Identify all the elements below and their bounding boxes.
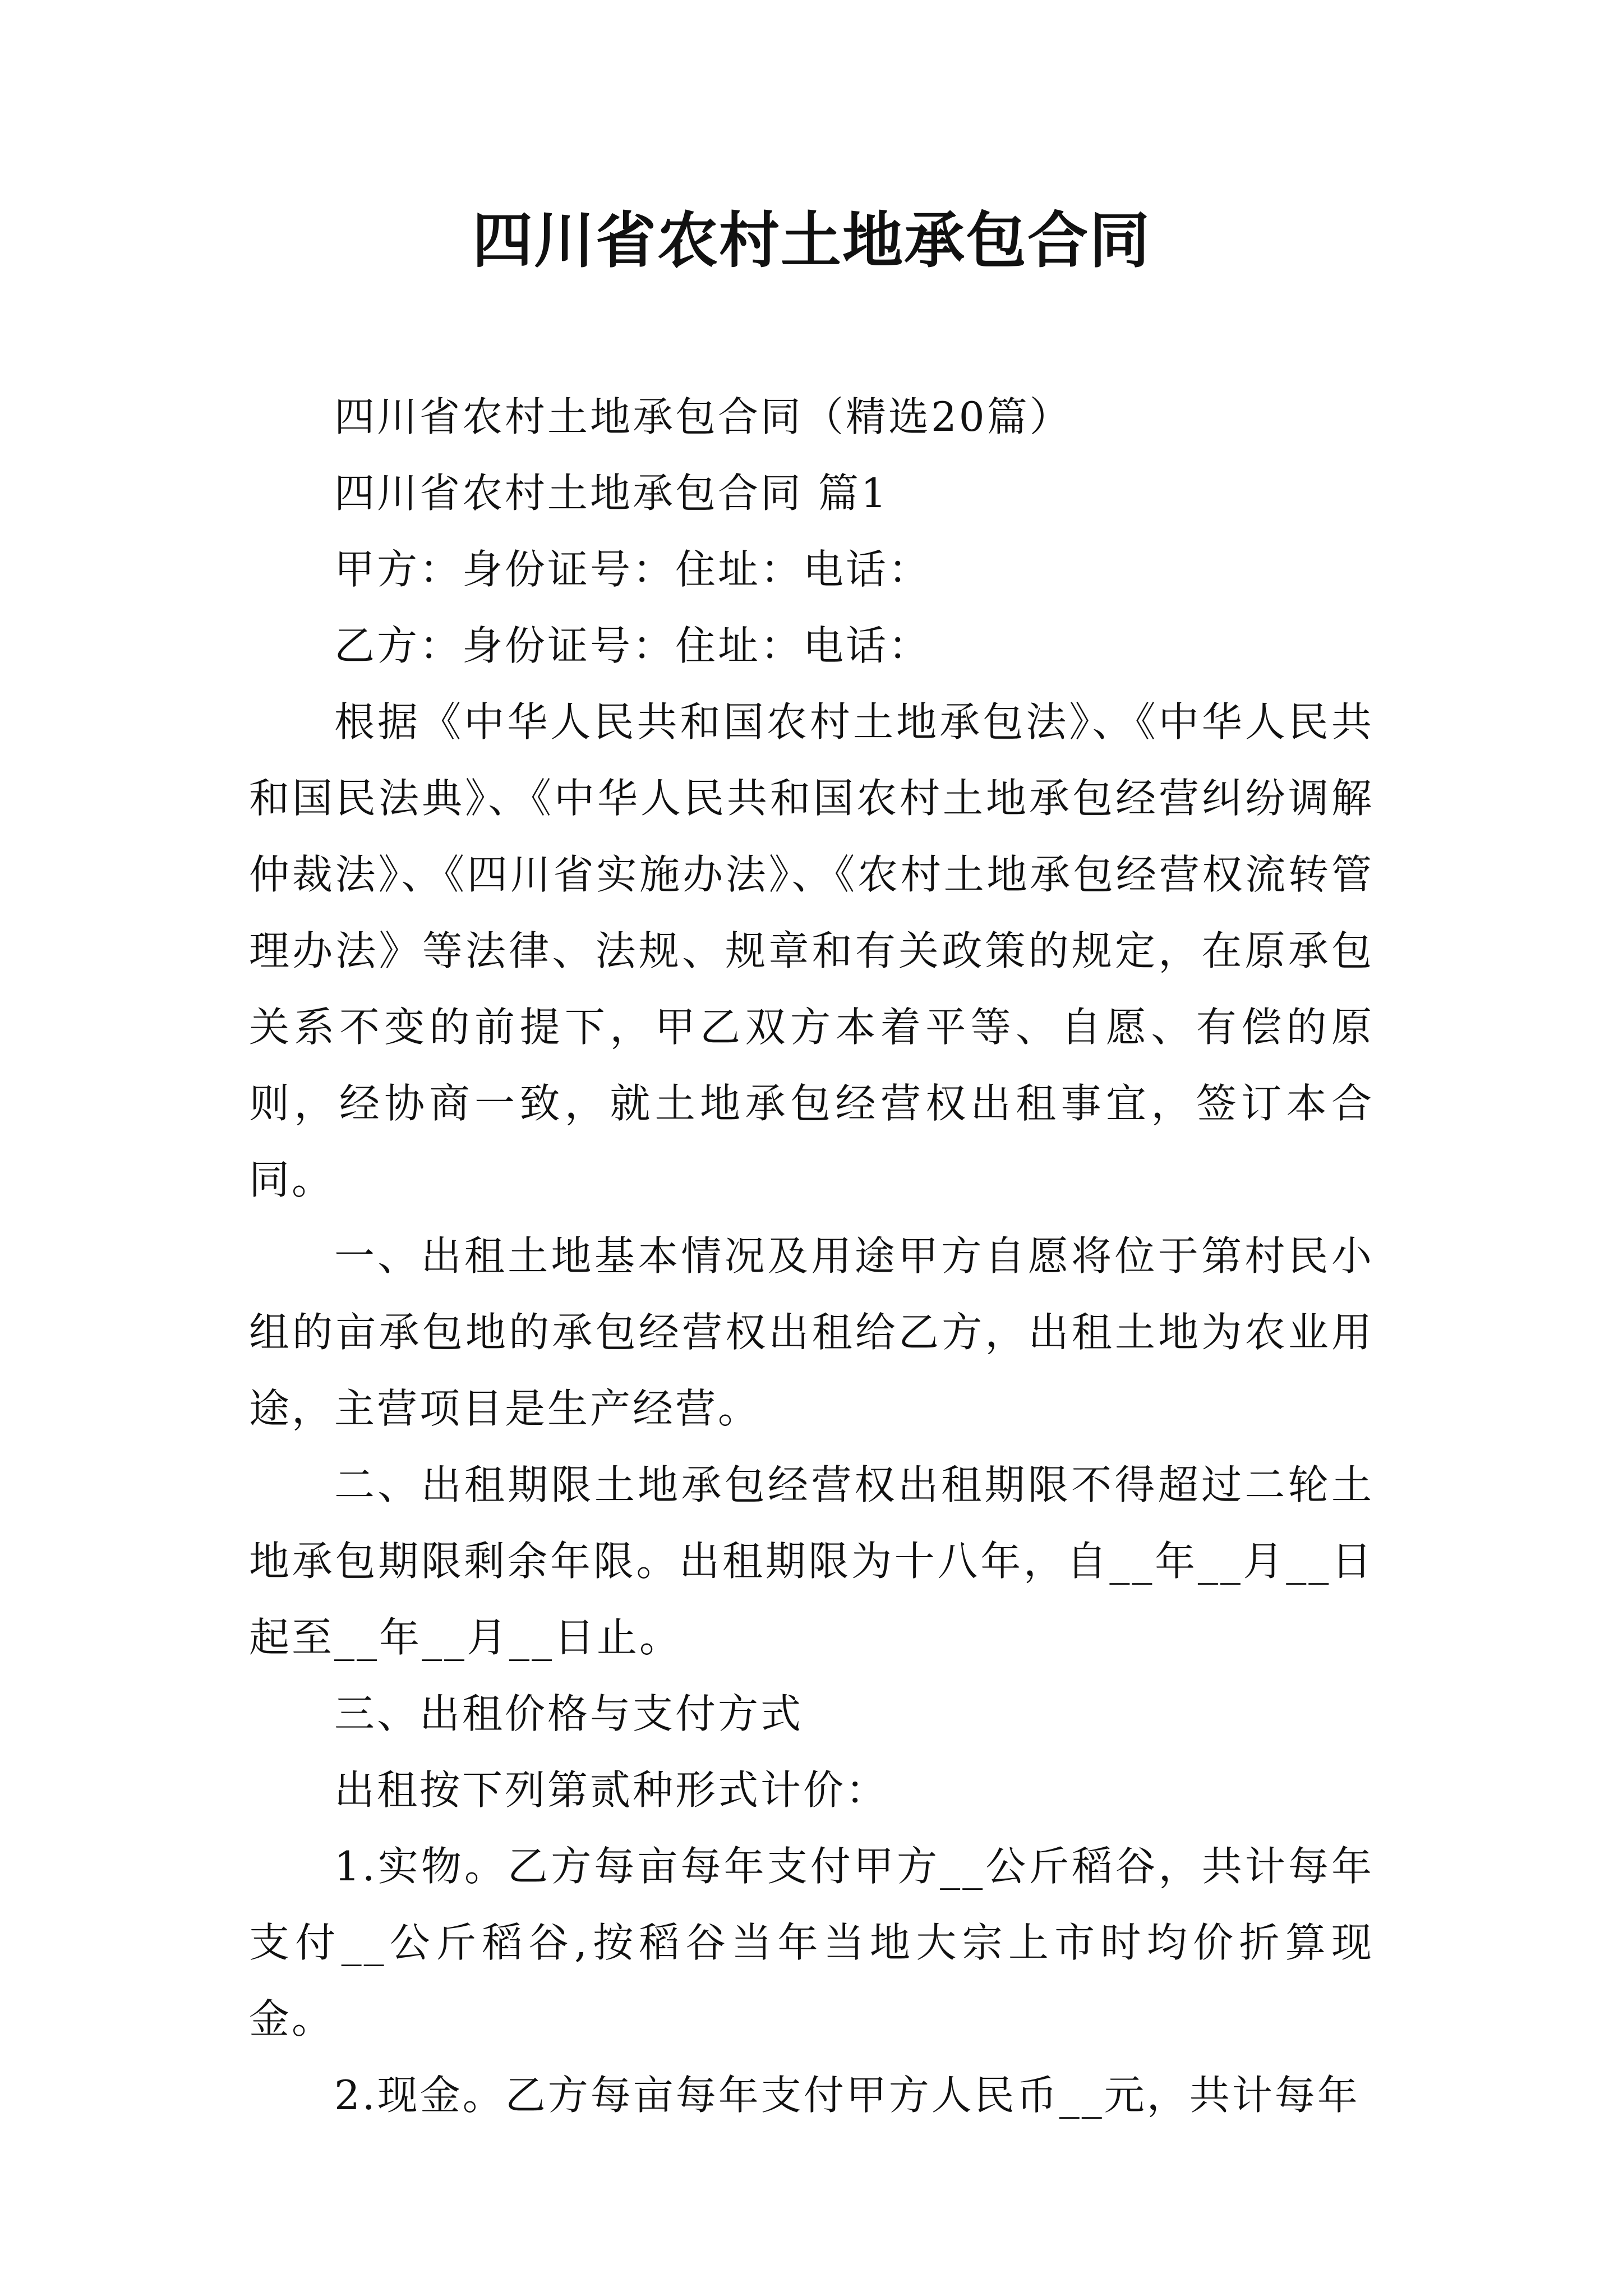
section-heading: 四川省农村土地承包合同 篇1: [334, 470, 889, 517]
pricing-intro-paragraph: 出租按下列第贰种形式计价：: [334, 1766, 889, 1814]
pricing-option-2-paragraph: 2.现金。乙方每亩每年支付甲方人民币__元，共计每年: [334, 2072, 1360, 2119]
clause-2-paragraph: 二、出租期限土地承包经营权出租期限不得超过二轮土地承包期限剩余年限。出租期限为十八年，自__年__月__日起至__年__月__日止。: [249, 1461, 1374, 1661]
document-title: 四川省农村土地承包合同: [472, 206, 1151, 276]
subtitle-paragraph: 四川省农村土地承包合同（精选20篇）: [334, 393, 1072, 440]
pricing-option-1-paragraph: 1.实物。乙方每亩每年支付甲方__公斤稻谷，共计每年支付__公斤稻谷,按稻谷当年当地大宗上市时均价折算现金。: [249, 1843, 1374, 2042]
clause-3-heading: 三、出租价格与支付方式: [334, 1690, 804, 1737]
party-a-line: 甲方：身份证号：住址：电话：: [334, 546, 932, 593]
preamble-paragraph: 根据《中华人民共和国农村土地承包法》、《中华人民共和国民法典》、《中华人民共和国农村土地承包经营纠纷调解仲裁法》、《四川省实施办法》、《农村土地承包经营权流转管理办法》等法律、法规、规章和有关政策的规定，在原承包关系不变的前提下，甲乙双方本着平等、自愿、有偿的原则，经协商一致，就土地承包经营权出租事宜，签订本合同。: [249, 698, 1374, 1203]
document-body: [249, 379, 1374, 2133]
party-b-line: 乙方：身份证号：住址：电话：: [334, 622, 932, 669]
clause-1-paragraph: 一、出租土地基本情况及用途甲方自愿将位于第村民小组的亩承包地的承包经营权出租给乙方，出租土地为农业用途，主营项目是生产经营。: [249, 1232, 1374, 1432]
